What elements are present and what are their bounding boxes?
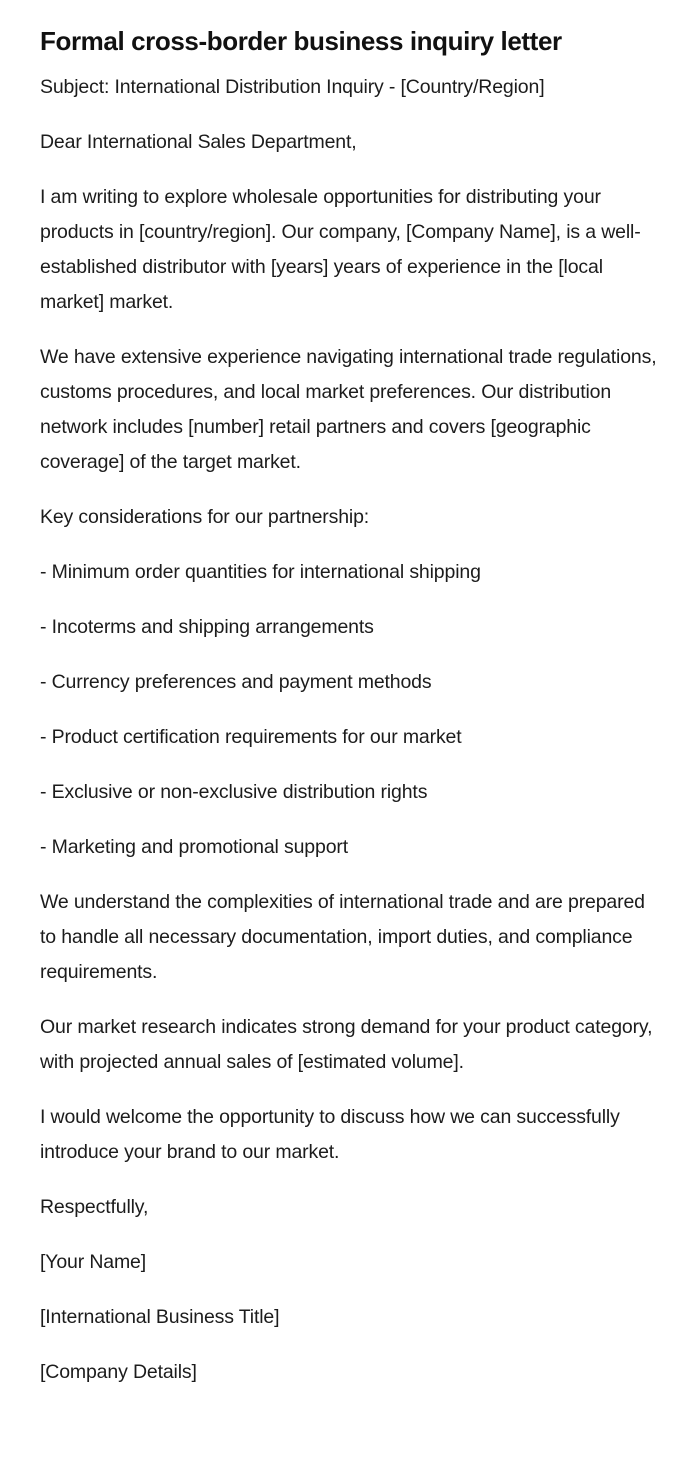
list-item: - Incoterms and shipping arrangements xyxy=(40,616,374,638)
list-item: - Marketing and promotional support xyxy=(40,836,348,858)
signature-title: [International Business Title] xyxy=(40,1306,280,1328)
sign-off: Respectfully, xyxy=(40,1196,149,1218)
list-item: - Exclusive or non-exclusive distribution rights xyxy=(40,781,428,803)
considerations-heading: Key considerations for our partnership: xyxy=(40,506,370,528)
salutation: Dear International Sales Department, xyxy=(40,131,357,153)
body-paragraph-compliance: We understand the complexities of international trade and are prepared to handle all necessary documentation, import duties, and compliance requirements. xyxy=(40,891,645,983)
document-title: Formal cross-border business inquiry letter xyxy=(40,26,562,56)
body-paragraph-market-research: Our market research indicates strong demand for your product category, with projected annual sales of [estimated volume]. xyxy=(40,1016,653,1073)
list-item: - Currency preferences and payment methods xyxy=(40,671,432,693)
list-item: - Minimum order quantities for international shipping xyxy=(40,561,481,583)
body-paragraph-experience: We have extensive experience navigating international trade regulations, customs procedures, and local market preferences. Our distribution network includes [number] retail partners and covers [geographic coverage] of the target market. xyxy=(40,346,657,473)
signature-name: [Your Name] xyxy=(40,1251,147,1273)
subject-line: Subject: International Distribution Inquiry - [Country/Region] xyxy=(40,76,545,98)
body-paragraph-closing: I would welcome the opportunity to discuss how we can successfully introduce your brand to our market. xyxy=(40,1106,620,1163)
body-paragraph-intro: I am writing to explore wholesale opportunities for distributing your products in [country/region]. Our company, [Company Name], is a well-established distributor with [years] years of experience in the [local market] market. xyxy=(40,186,641,313)
considerations-list xyxy=(40,555,660,865)
list-item: - Product certification requirements for our market xyxy=(40,726,462,748)
signature-company: [Company Details] xyxy=(40,1361,197,1383)
